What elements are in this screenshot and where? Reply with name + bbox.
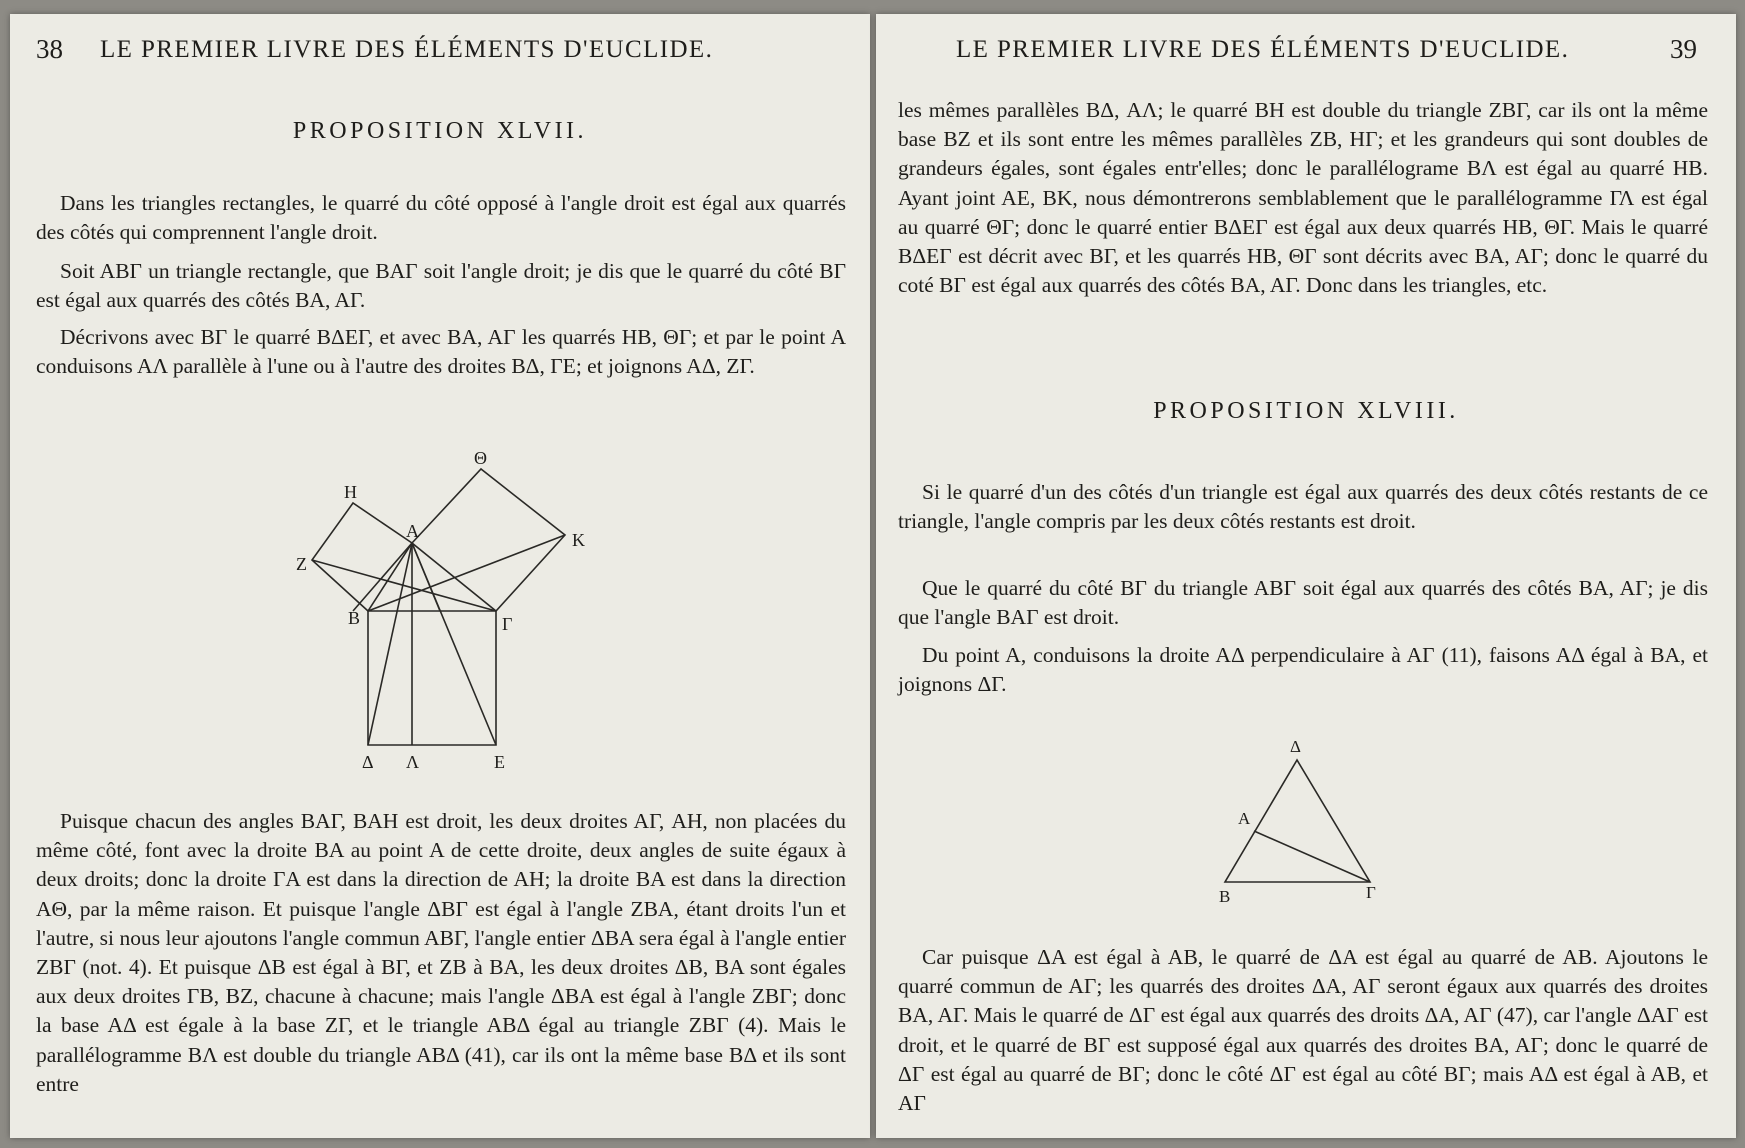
proposition-title: PROPOSITION XLVII. <box>292 118 588 144</box>
label-Delta: Δ <box>1290 737 1301 756</box>
label-Z: Z <box>296 554 307 574</box>
line-A-Gamma <box>1254 831 1370 882</box>
enunciation-paragraph: Si le quarré d'un des côtés d'un triangle est égal aux quarrés des deux côtés restants de ce triangle, l'angle compris par les deux côtés restants est droit. <box>898 480 1708 534</box>
label-Lambda: Λ <box>406 752 420 772</box>
line-A-Delta <box>368 543 412 745</box>
label-B: B <box>348 608 361 628</box>
running-head: LE PREMIER LIVRE DES ÉLÉMENTS D'EUCLIDE. <box>956 36 1570 63</box>
enunciation-paragraph: Dans les triangles rectangles, le quarré du côté opposé à l'angle droit est égal aux quarrés des côtés qui comprennent l'angle droit. <box>36 191 846 245</box>
right-page <box>876 14 1736 1138</box>
setting-out-paragraph: Que le quarré du côté BΓ du triangle ABΓ soit égal aux quarrés des côtés BA, AΓ; je dis que l'angle BAΓ est droit. <box>898 576 1708 630</box>
label-Theta: Θ <box>474 448 487 468</box>
construction-paragraph: Décrivons avec BΓ le quarré BΔEΓ, et avec BA, AΓ les quarrés HB, ΘΓ; et par le point A conduisons AΛ parallèle à l'une ou à l'autre des droites BΔ, ΓE; et joignons AΔ, ZΓ. <box>36 325 846 379</box>
label-Delta: Δ <box>362 752 374 772</box>
setting-out-paragraph: Soit ABΓ un triangle rectangle, que BAΓ soit l'angle droit; je dis que le quarré du côté BΓ est égal aux quarrés des côtés BA, AΓ. <box>36 259 846 313</box>
label-B: B <box>1219 887 1231 906</box>
proposition-title: PROPOSITION XLVIII. <box>1153 398 1459 424</box>
line-A-base <box>412 543 440 611</box>
left-page <box>10 14 870 1138</box>
label-Gamma: Γ <box>502 614 513 634</box>
label-Gamma: Γ <box>1366 883 1376 902</box>
page-number: 39 <box>1670 34 1697 64</box>
demonstration-paragraph: Car puisque ΔA est égal à AB, le quarré de ΔA est égal au quarré de AB. Ajoutons le quarré commun de AΓ; les quarrés des droites ΔA, AΓ seront égaux aux quarrés des droites BA, AΓ. Mais le quarré de ΔΓ est égal aux quarrés des droits ΔA, AΓ (47), car l'angle ΔAΓ est droit, et le quarré de BΓ est supposé égal aux quarrés des droites BA, AΓ; donc le quarré de ΔΓ est égal au quarré de BΓ; donc le côté ΔΓ est égal au côté BΓ; mais AΔ est égal à AB, et AΓ <box>898 945 1708 1116</box>
square-on-AG <box>412 469 565 611</box>
label-H: H <box>344 482 357 502</box>
label-E: E <box>494 752 505 772</box>
demonstration-continued-paragraph: les mêmes parallèles BΔ, AΛ; le quarré BH est double du triangle ZBΓ, car ils ont la même base BZ et ils sont entre les mêmes parallèles ZB, HΓ; et les grandeurs qui sont doubles de grandeurs égales, sont égales entr'elles; donc le parallélograme BΛ est égal au quarré HB. Ayant joint AE, BK, nous démontrerons semblablement que le parallélogramme ΓΛ est égal au quarré ΘΓ; donc le quarré entier BΔEΓ est égal aux deux quarrés HB, ΘΓ. Mais le quarré BΔEΓ est décrit avec BΓ, et les quarrés HB, ΘΓ sont décrits avec BA, AΓ; donc le quarré du coté BΓ est égal aux quarrés des côtés BA, AΓ. Donc dans les triangles, etc. <box>898 98 1708 298</box>
construction-paragraph: Du point A, conduisons la droite AΔ perpendiculaire à AΓ (11), faisons AΔ égal à BA, et joignons ΔΓ. <box>898 643 1708 697</box>
demonstration-paragraph: Puisque chacun des angles BAΓ, BAH est droit, les deux droites AΓ, AH, non placées du même côté, font avec la droite BA au point A de cette droite, deux angles de suite égaux à deux droits; donc la droite ΓA est dans la direction de AH; la droite BA est dans la direction AΘ, par la même raison. Et puisque l'angle ΔBΓ est égal à l'angle ZBA, étant droits l'un et l'autre, si nous leur ajoutons l'angle commun ABΓ, l'angle entier ΔBA sera égal à l'angle entier ZBΓ (not. 4). Et puisque ΔB est égal à BΓ, et ZB à BA, les deux droites ΔB, BA sont égales aux deux droites ΓB, BZ, chacune à chacune; mais l'angle ΔBA est égal à l'angle ZBΓ; donc la base AΔ est égale à la base ZΓ, et le triangle ABΔ égal au triangle ZBΓ (4). Mais le parallélogramme BΛ est double du triangle ABΔ (41), car ils ont la même base BΔ et ils sont entre <box>36 809 846 1096</box>
label-A: A <box>406 521 419 541</box>
line-A-near-B <box>353 543 412 611</box>
label-A: A <box>1238 809 1251 828</box>
square-on-AB <box>312 503 412 611</box>
running-head: LE PREMIER LIVRE DES ÉLÉMENTS D'EUCLIDE. <box>100 36 714 63</box>
square-on-hypotenuse <box>368 611 496 745</box>
line-B-K <box>368 535 565 611</box>
page-number: 38 <box>36 34 63 64</box>
label-K: K <box>572 530 585 550</box>
